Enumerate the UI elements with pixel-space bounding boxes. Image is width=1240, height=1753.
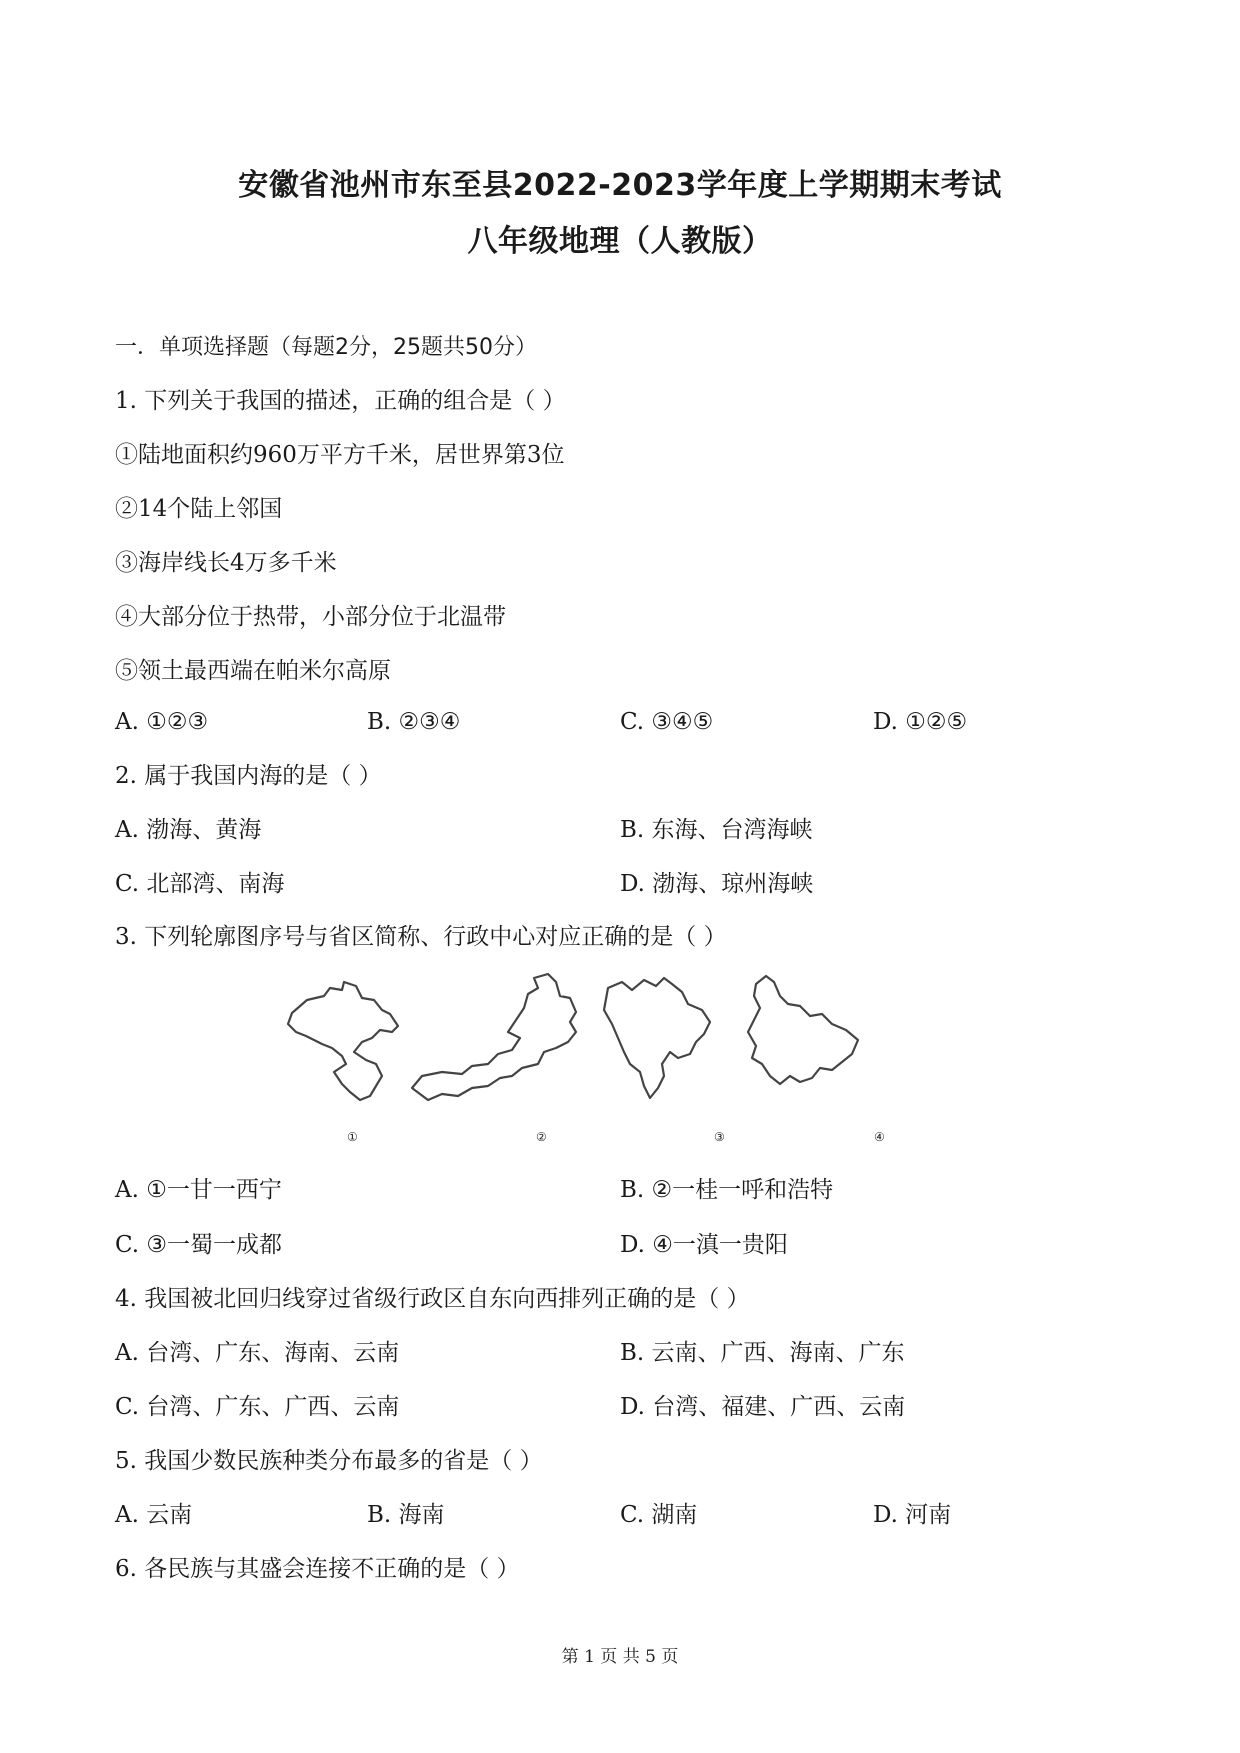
question-4-option-c: C. 台湾、广东、广西、云南: [115, 1394, 400, 1420]
question-1-item: ③海岸线长4万多千米: [115, 550, 337, 576]
map-label-3: ③: [714, 1130, 725, 1144]
exam-subtitle: 八年级地理（人教版）: [467, 224, 773, 259]
question-5-option-d: D. 河南: [873, 1502, 952, 1528]
province-outlines-svg: [272, 968, 952, 1128]
map-label-4: ④: [874, 1130, 885, 1144]
question-4-option-d: D. 台湾、福建、广西、云南: [620, 1394, 906, 1420]
question-2-stem: 2. 属于我国内海的是（ ）: [115, 763, 382, 789]
question-1-item: ②14个陆上邻国: [115, 496, 283, 522]
map-label-1: ①: [347, 1130, 358, 1144]
question-1-stem: 1. 下列关于我国的描述，正确的组合是（ ）: [115, 388, 566, 414]
question-1-option-b: B. ②③④: [367, 709, 461, 735]
question-1-option-c: C. ③④⑤: [620, 709, 714, 735]
question-3-option-a: A. ①一甘一西宁: [115, 1177, 282, 1203]
section-heading: 一．单项选择题（每题2分，25题共50分）: [115, 335, 537, 360]
question-2-option-d: D. 渤海、琼州海峡: [620, 871, 814, 897]
question-2-option-a: A. 渤海、黄海: [115, 817, 262, 843]
question-3-stem: 3. 下列轮廓图序号与省区简称、行政中心对应正确的是（ ）: [115, 924, 727, 950]
question-2-option-b: B. 东海、台湾海峡: [620, 817, 813, 843]
question-5-option-a: A. 云南: [115, 1502, 193, 1528]
question-1-option-a: A. ①②③: [115, 709, 209, 735]
outline-map-3: [604, 978, 710, 1098]
province-outline-maps: [272, 968, 952, 1150]
page-footer: 第 1 页 共 5 页: [561, 1647, 679, 1667]
outline-map-2: [412, 974, 576, 1100]
question-3-option-d: D. ④一滇一贵阳: [620, 1232, 788, 1258]
question-4-stem: 4. 我国被北回归线穿过省级行政区自东向西排列正确的是（ ）: [115, 1286, 750, 1312]
question-5-stem: 5. 我国少数民族种类分布最多的省是（ ）: [115, 1448, 543, 1474]
exam-title: 安徽省池州市东至县2022-2023学年度上学期期末考试: [238, 168, 1002, 203]
question-2-option-c: C. 北部湾、南海: [115, 871, 285, 897]
question-4-option-b: B. 云南、广西、海南、广东: [620, 1340, 905, 1366]
question-4-option-a: A. 台湾、广东、海南、云南: [115, 1340, 400, 1366]
map-label-2: ②: [536, 1130, 547, 1144]
outline-map-1: [288, 982, 398, 1100]
question-3-option-c: C. ③一蜀一成都: [115, 1232, 283, 1258]
outline-map-4: [748, 976, 858, 1084]
question-1-option-d: D. ①②⑤: [873, 709, 968, 735]
question-5-option-b: B. 海南: [367, 1502, 445, 1528]
question-6-stem: 6. 各民族与其盛会连接不正确的是（ ）: [115, 1556, 520, 1582]
question-5-option-c: C. 湖南: [620, 1502, 698, 1528]
question-3-option-b: B. ②一桂一呼和浩特: [620, 1177, 834, 1203]
question-1-item: ④大部分位于热带，小部分位于北温带: [115, 604, 506, 630]
question-1-item: ⑤领土最西端在帕米尔高原: [115, 658, 391, 684]
question-1-item: ①陆地面积约960万平方千米，居世界第3位: [115, 442, 565, 468]
